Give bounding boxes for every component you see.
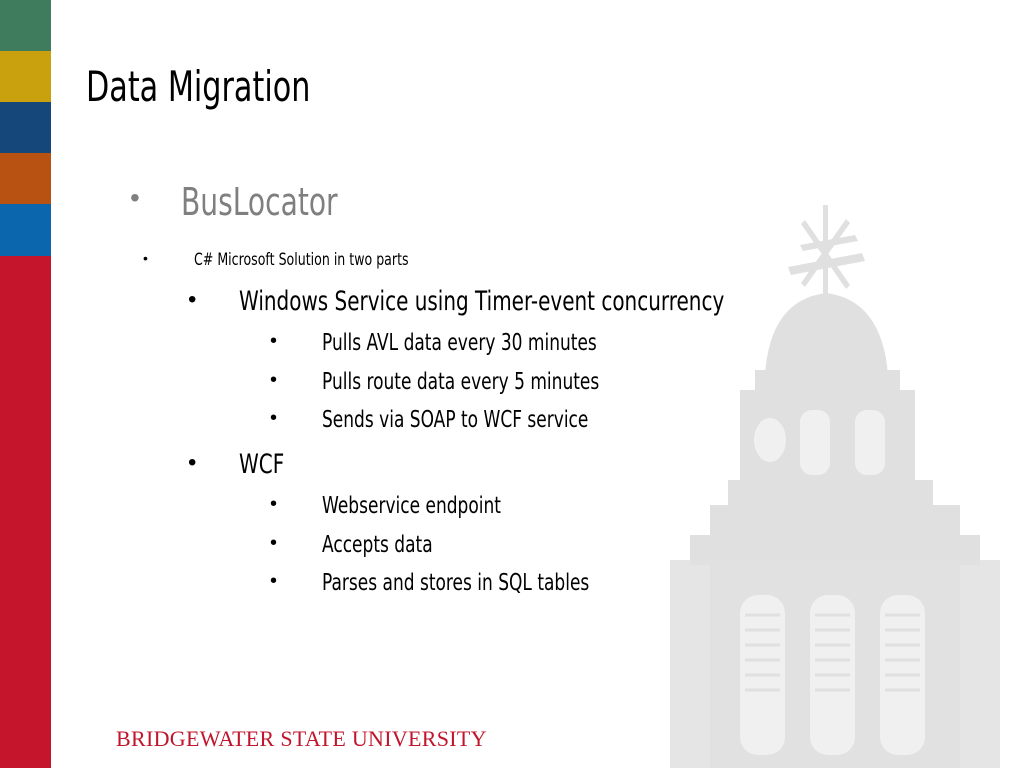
stripe-red — [0, 256, 51, 768]
list-item-text: Parses and stores in SQL tables — [322, 570, 590, 596]
bullet-dot: • — [270, 407, 278, 429]
sidebar-color-stripes — [0, 0, 51, 768]
bullet-level1-text: BusLocator — [181, 180, 338, 224]
stripe-blue — [0, 204, 51, 256]
list-item-text: Pulls AVL data every 30 minutes — [322, 330, 597, 356]
list-item-text: Pulls route data every 5 minutes — [322, 369, 600, 395]
list-item-text: Sends via SOAP to WCF service — [322, 407, 589, 433]
stripe-orange — [0, 153, 51, 204]
bullet-dot: • — [270, 570, 278, 592]
bullet-dot: • — [270, 532, 278, 554]
bullet-level2-text: C# Microsoft Solution in two parts — [194, 250, 409, 270]
stripe-gold — [0, 51, 51, 102]
bullet-dot: • — [270, 493, 278, 515]
bullet-dot: • — [188, 449, 197, 476]
slide-title: Data Migration — [86, 62, 311, 111]
stripe-green — [0, 0, 51, 51]
bullet-dot: • — [270, 369, 278, 391]
bullet-dot: • — [270, 330, 278, 352]
list-item-text: Webservice endpoint — [322, 493, 501, 519]
stripe-navy — [0, 102, 51, 153]
list-item-text: Accepts data — [322, 532, 433, 558]
bullet-dot: • — [143, 250, 148, 266]
section-label: WCF — [239, 449, 285, 480]
bullet-dot: • — [188, 286, 197, 313]
section-label: Windows Service using Timer-event concurrency — [239, 286, 725, 317]
bullet-dot: • — [130, 182, 140, 213]
university-wordmark: BRIDGEWATER STATE UNIVERSITY — [116, 726, 487, 751]
